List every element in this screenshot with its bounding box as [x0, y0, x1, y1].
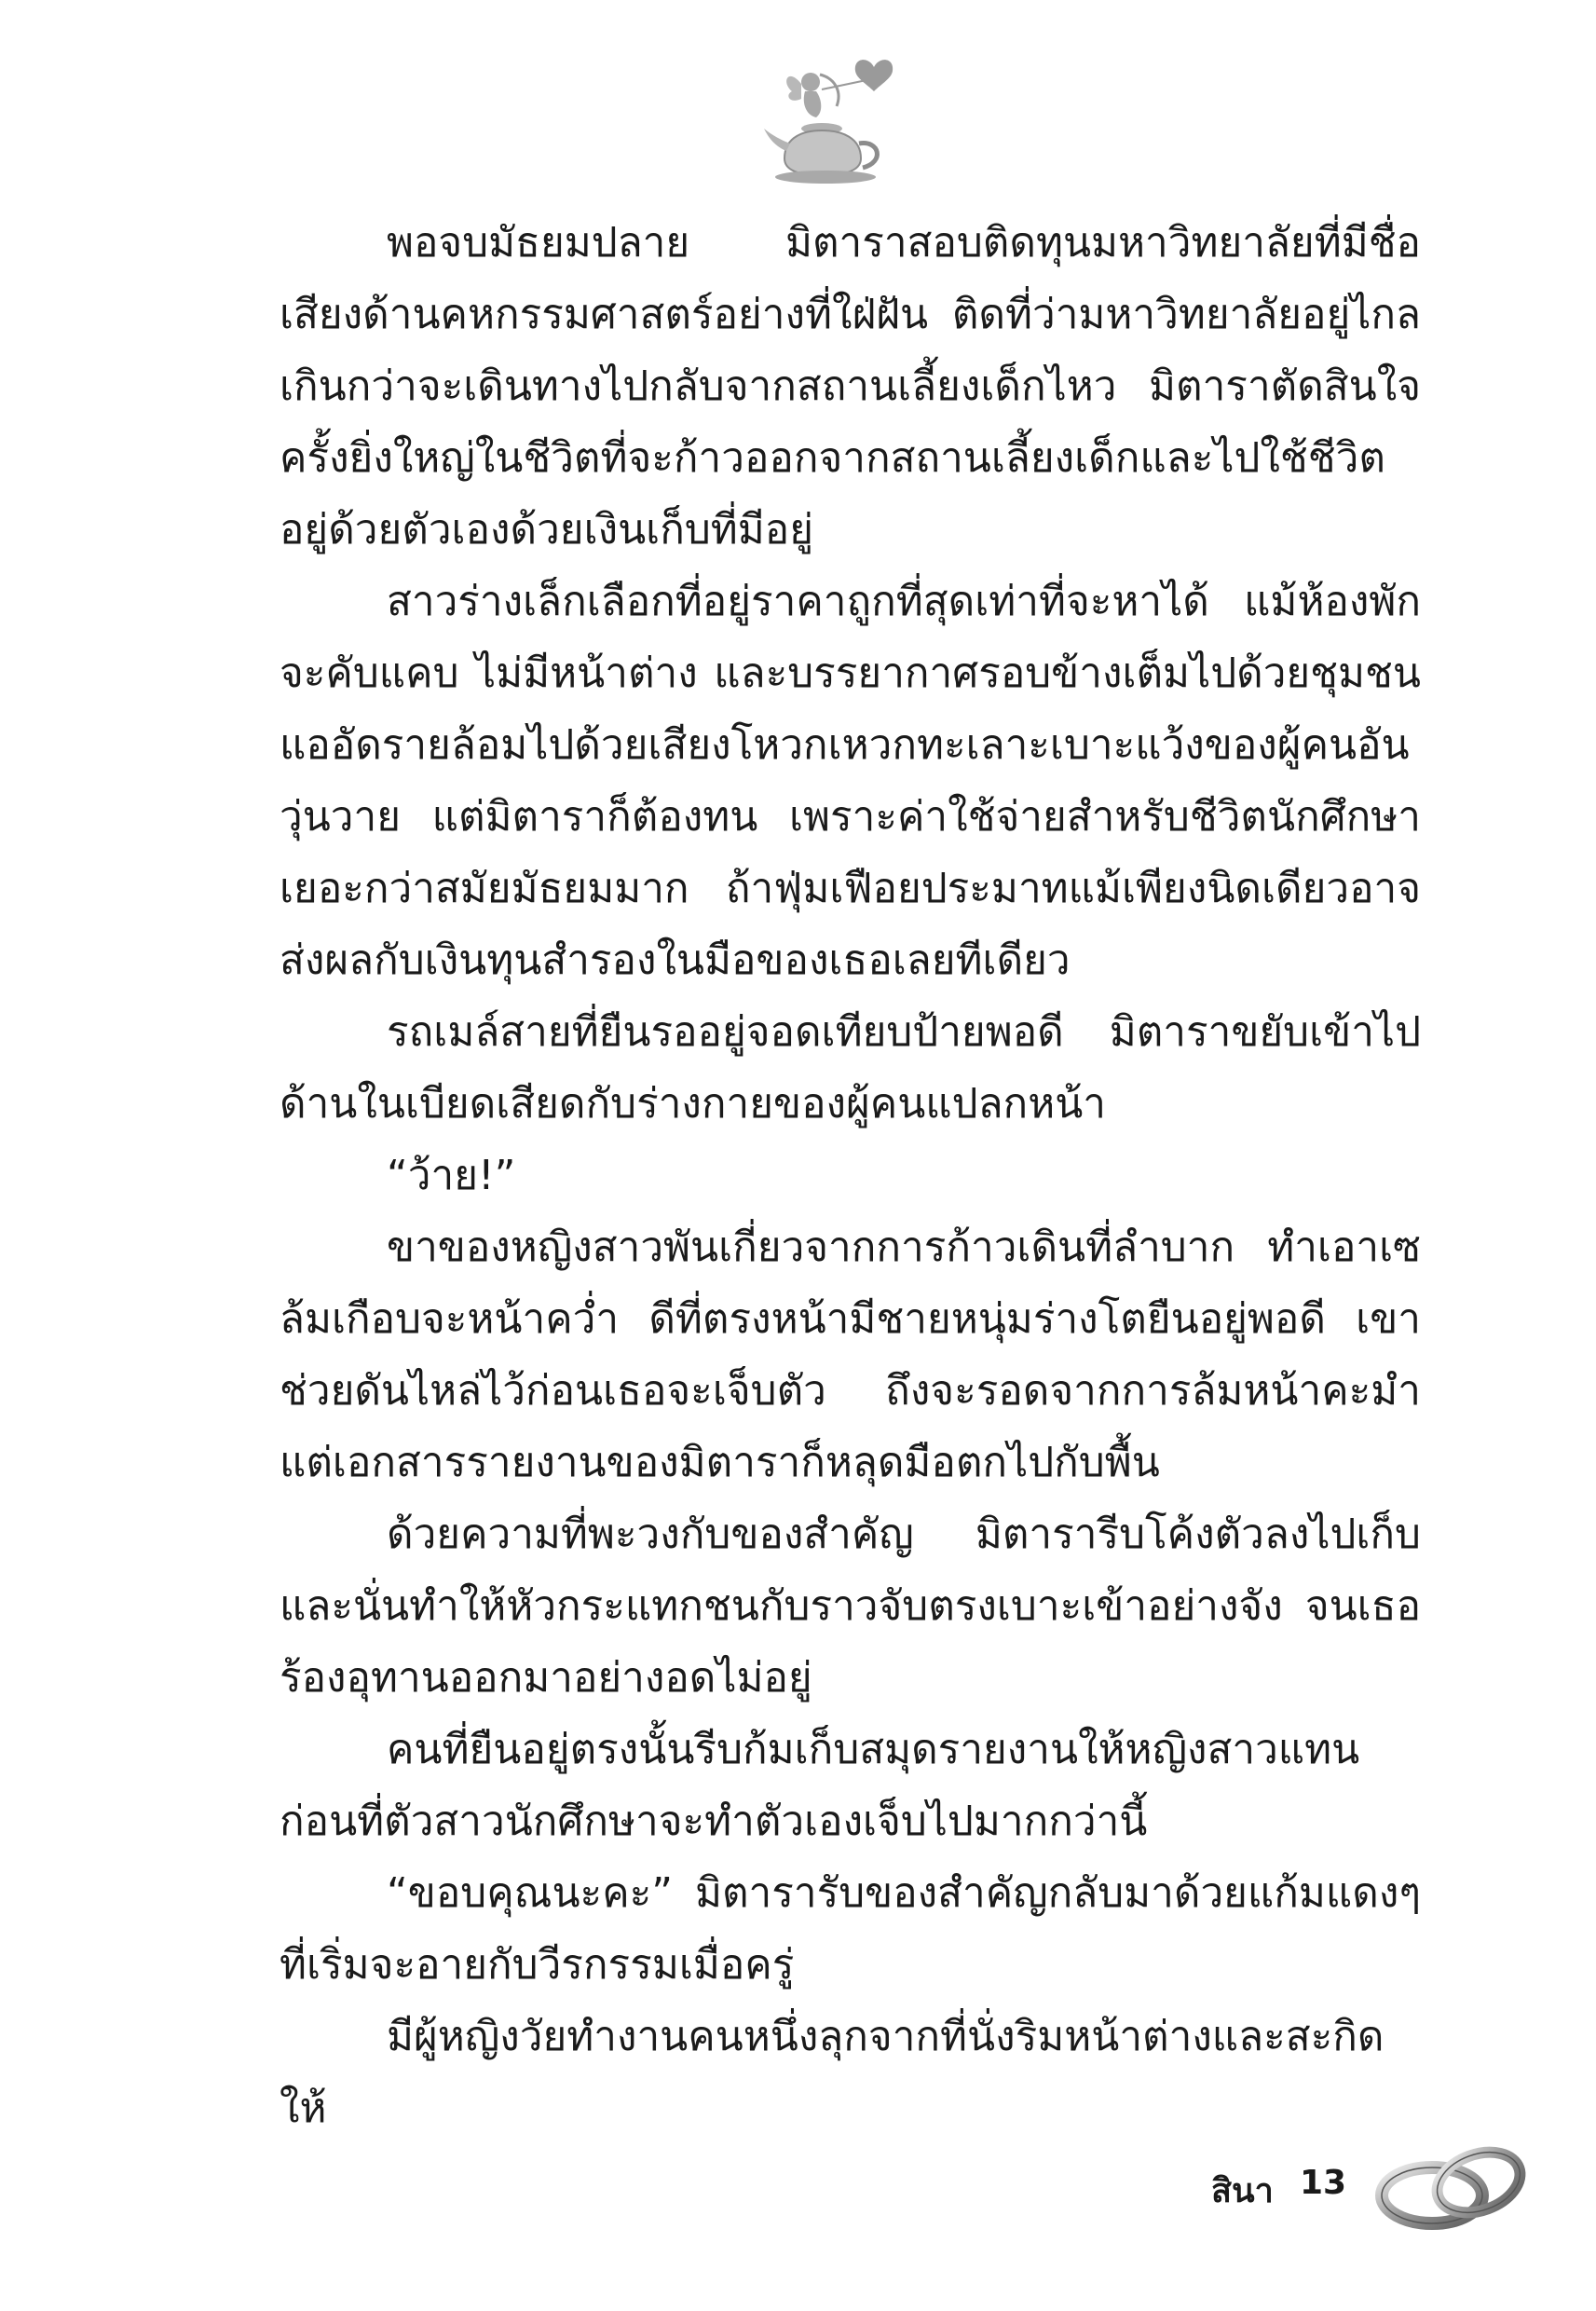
- running-title: สินา: [1211, 2172, 1274, 2210]
- teapot-cupid-ornament-icon: [764, 47, 913, 186]
- paragraph: ด้วยความที่พะวงกับของสำคัญ มิตารารีบโค้งตัวลงไปเก็บ และนั่นทำให้หัวกระแทกชนกับราวจับตรงเบาะเข้าอย่างจัง จนเธอร้องอุทานออกมาอย่างอดไม่อยู่: [280, 1511, 1421, 1702]
- paragraph: “ขอบคุณนะคะ” มิตารารับของสำคัญกลับมาด้วยแก้มแดงๆ ที่เริ่มจะอายกับวีรกรรมเมื่อครู่: [280, 1869, 1421, 1989]
- page-number: 13: [1300, 2164, 1347, 2202]
- paragraph: สาวร่างเล็กเลือกที่อยู่ราคาถูกที่สุดเท่าที่จะหาได้ แม้ห้องพักจะคับแคบ ไม่มีหน้าต่าง และบรรยากาศรอบข้างเต็มไปด้วยชุมชนแออัดรายล้อมไปด้วยเสียงโหวกเหวกทะเลาะเบาะแว้งของผู้คนอันวุ่นวาย แต่มิตาราก็ต้องทน เพราะค่าใช้จ่ายสำหรับชีวิตนักศึกษาเยอะกว่าสมัยมัธยมมาก ถ้าฟุ่มเฟือยประมาทแม้เพียงนิดเดียวอาจส่งผลกับเงินทุนสำรองในมือของเธอเลยทีเดียว: [280, 578, 1421, 984]
- paragraph: ขาของหญิงสาวพันเกี่ยวจากการก้าวเดินที่ลำบาก ทำเอาเซล้มเกือบจะหน้าคว่ำ ดีที่ตรงหน้ามีชายหนุ่มร่างโตยืนอยู่พอดี เขาช่วยดันไหล่ไว้ก่อนเธอจะเจ็บตัว ถึงจะรอดจากการล้มหน้าคะมำ แต่เอกสารรายงานของมิตาราก็หลุดมือตกไปกับพื้น: [280, 1224, 1421, 1486]
- paragraph: มีผู้หญิงวัยทำงานคนหนึ่งลุกจากที่นั่งริมหน้าต่างและสะกิดให้: [280, 2013, 1385, 2132]
- dialogue-line: “ว้าย!”: [387, 1152, 516, 1199]
- wedding-rings-icon: [1374, 2134, 1533, 2236]
- paragraph: รถเมล์สายที่ยืนรออยู่จอดเทียบป้ายพอดี มิตาราขยับเข้าไปด้านในเบียดเสียดกับร่างกายของผู้คนแปลกหน้า: [280, 1008, 1421, 1128]
- story-text: [280, 207, 1421, 2144]
- paragraph: คนที่ยืนอยู่ตรงนั้นรีบก้มเก็บสมุดรายงานให้หญิงสาวแทนก่อนที่ตัวสาวนักศึกษาจะทำตัวเองเจ็บไปมากกว่านี้: [280, 1726, 1360, 1845]
- paragraph: พอจบมัธยมปลาย มิตาราสอบติดทุนมหาวิทยาลัยที่มีชื่อเสียงด้านคหกรรมศาสตร์อย่างที่ใฝ่ฝัน ติดที่ว่ามหาวิทยาลัยอยู่ไกลเกินกว่าจะเดินทางไปกลับจากสถานเลี้ยงเด็กไหว มิตาราตัดสินใจครั้งยิ่งใหญ่ในชีวิตที่จะก้าวออกจากสถานเลี้ยงเด็กและไปใช้ชีวิตอยู่ด้วยตัวเองด้วยเงินเก็บที่มีอยู่: [280, 219, 1421, 554]
